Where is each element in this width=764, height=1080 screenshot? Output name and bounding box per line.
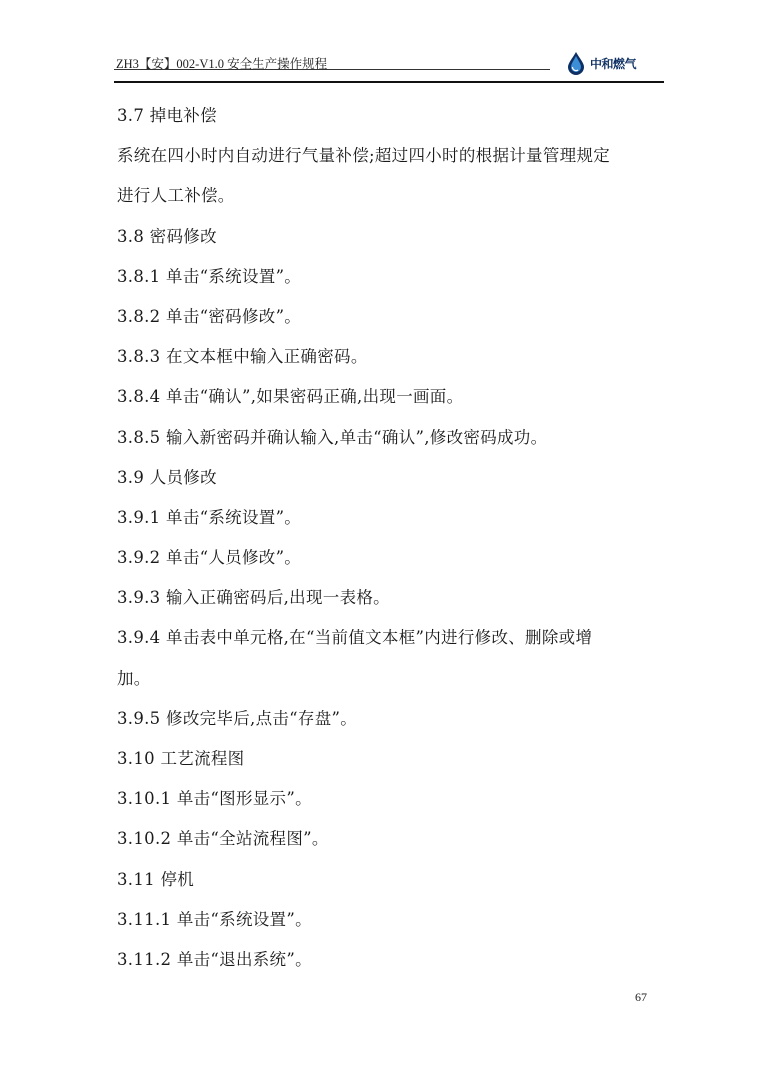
step-item: 3.9.5 修改完毕后,点击“存盘”。 [117, 708, 358, 728]
company-logo [566, 50, 662, 76]
step-item: 3.9.3 输入正确密码后,出现一表格。 [117, 588, 390, 608]
page-number: 67 [635, 990, 647, 1004]
logo-text: 中和燃气 [590, 56, 637, 71]
step-item: 3.8.5 输入新密码并确认输入,单击“确认”,修改密码成功。 [117, 427, 548, 447]
section-heading: 3.9 人员修改 [117, 467, 217, 487]
section-heading: 3.11 停机 [117, 869, 195, 889]
step-item: 3.9.2 单击“人员修改”。 [117, 548, 302, 568]
step-item: 3.11.1 单击“系统设置”。 [117, 909, 312, 929]
step-item: 3.9.4 单击表中单元格,在“当前值文本框”内进行修改、删除或增 [117, 628, 593, 648]
document-code-title: ZH3【安】002-V1.0 安全生产操作规程 [116, 57, 328, 71]
water-drop-icon [566, 51, 586, 75]
page-header [114, 50, 664, 86]
section-heading: 3.10 工艺流程图 [117, 749, 245, 768]
header-rule-thin [114, 69, 550, 70]
document-body [117, 96, 657, 980]
step-item: 3.10.2 单击“全站流程图”。 [117, 829, 329, 849]
paragraph-line: 进行人工补偿。 [117, 186, 235, 206]
section-heading: 3.8 密码修改 [117, 226, 217, 246]
step-item: 3.9.1 单击“系统设置”。 [117, 507, 302, 527]
step-item: 3.10.1 单击“图形显示”。 [117, 789, 312, 809]
step-item: 3.8.3 在文本框中输入正确密码。 [117, 347, 368, 367]
step-item: 3.11.2 单击“退出系统”。 [117, 949, 312, 969]
paragraph-line: 系统在四小时内自动进行气量补偿;超过四小时的根据计量管理规定 [117, 146, 611, 166]
section-heading: 3.7 掉电补偿 [117, 106, 217, 125]
step-item: 3.8.2 单击“密码修改”。 [117, 306, 302, 326]
step-item-continuation: 加。 [117, 668, 151, 688]
step-item: 3.8.1 单击“系统设置”。 [117, 266, 302, 286]
header-rule-thick [114, 81, 664, 83]
step-item: 3.8.4 单击“确认”,如果密码正确,出现一画面。 [117, 387, 464, 407]
